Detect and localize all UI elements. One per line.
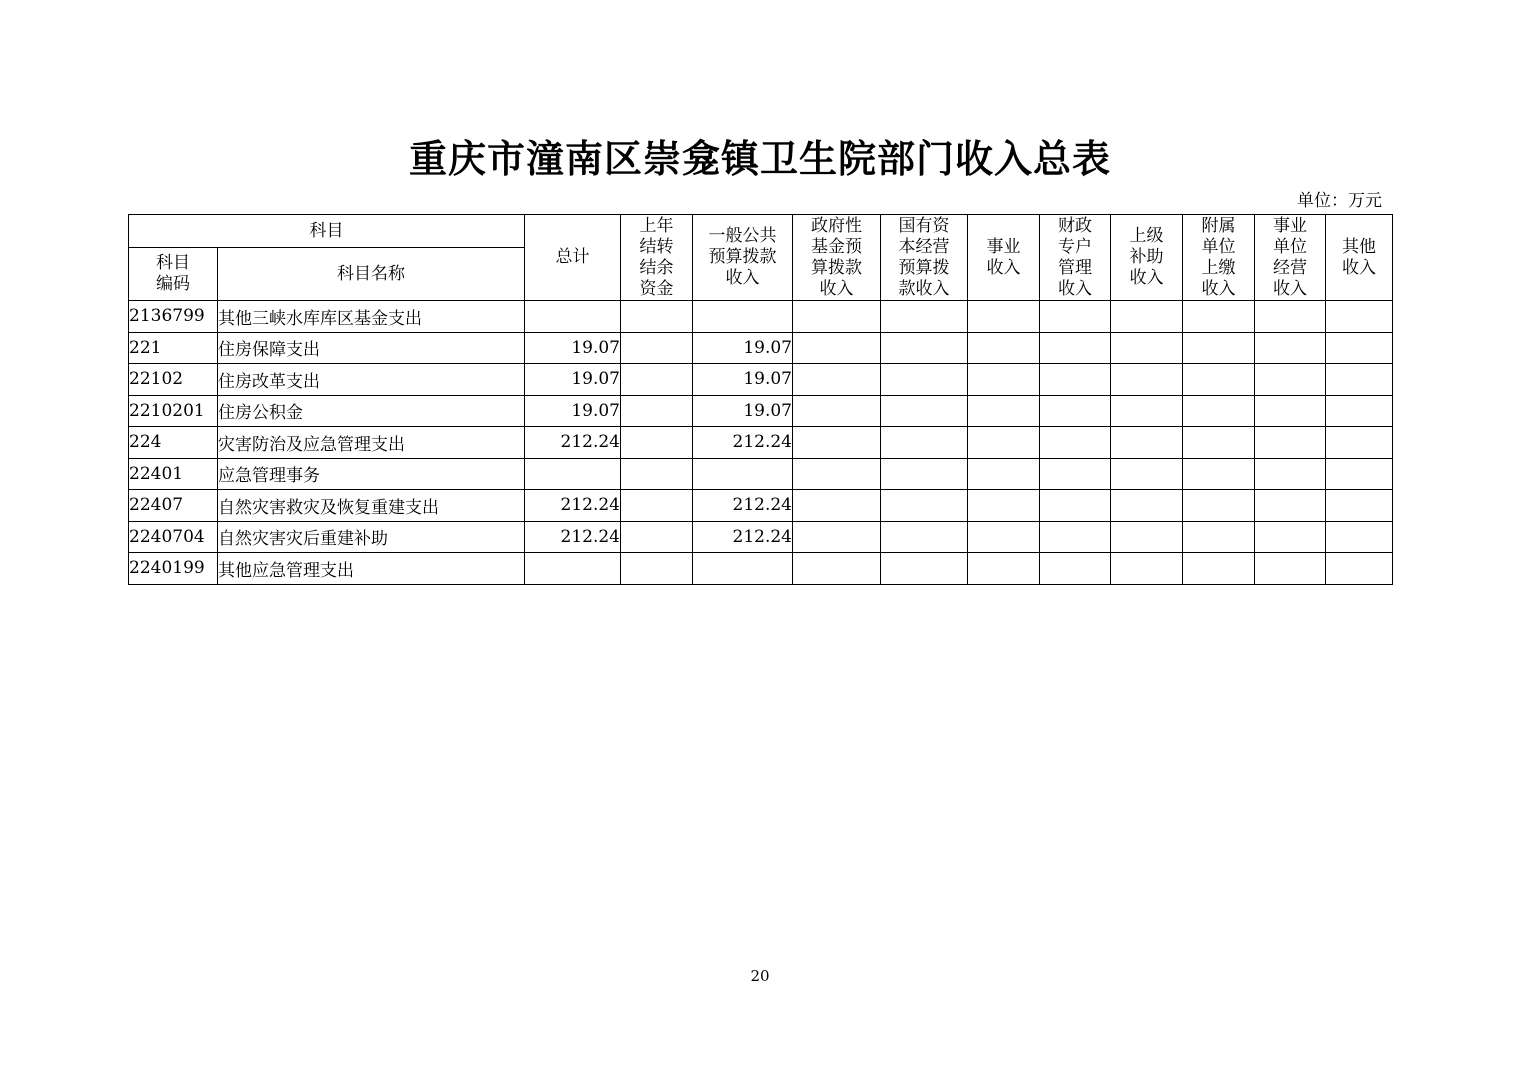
cell-business-operation bbox=[1255, 332, 1326, 364]
cell-total bbox=[525, 553, 621, 585]
cell-business-operation bbox=[1255, 301, 1326, 333]
cell-superior-subsidy bbox=[1111, 332, 1183, 364]
cell-fiscal-special bbox=[1040, 458, 1111, 490]
cell-subsidiary-payment bbox=[1183, 427, 1255, 459]
page-number: 20 bbox=[750, 967, 770, 985]
cell-gov-fund bbox=[793, 490, 881, 522]
cell-last-year-balance bbox=[621, 332, 693, 364]
cell-subsidiary-payment bbox=[1183, 364, 1255, 396]
cell-subsidiary-payment bbox=[1183, 395, 1255, 427]
cell-other-income bbox=[1326, 458, 1393, 490]
cell-subject-name: 其他三峡水库库区基金支出 bbox=[218, 301, 525, 333]
cell-subject-code: 22401 bbox=[129, 458, 218, 490]
cell-state-capital bbox=[881, 521, 968, 553]
cell-general-budget: 19.07 bbox=[693, 395, 793, 427]
cell-subject-code: 22407 bbox=[129, 490, 218, 522]
cell-state-capital bbox=[881, 332, 968, 364]
header-total: 总计 bbox=[525, 215, 621, 301]
cell-total: 212.24 bbox=[525, 427, 621, 459]
cell-state-capital bbox=[881, 395, 968, 427]
cell-subject-code: 221 bbox=[129, 332, 218, 364]
cell-subject-name: 自然灾害灾后重建补助 bbox=[218, 521, 525, 553]
cell-last-year-balance bbox=[621, 521, 693, 553]
cell-general-budget bbox=[693, 553, 793, 585]
cell-gov-fund bbox=[793, 364, 881, 396]
cell-subject-code: 2240199 bbox=[129, 553, 218, 585]
table-row bbox=[129, 521, 1393, 553]
cell-general-budget bbox=[693, 301, 793, 333]
cell-fiscal-special bbox=[1040, 427, 1111, 459]
header-business-income: 事业 收入 bbox=[968, 215, 1040, 301]
cell-gov-fund bbox=[793, 427, 881, 459]
cell-subject-name: 应急管理事务 bbox=[218, 458, 525, 490]
cell-business-income bbox=[968, 490, 1040, 522]
cell-last-year-balance bbox=[621, 364, 693, 396]
cell-subject-name: 住房改革支出 bbox=[218, 364, 525, 396]
table-row bbox=[129, 458, 1393, 490]
cell-superior-subsidy bbox=[1111, 364, 1183, 396]
table-row bbox=[129, 395, 1393, 427]
cell-total: 212.24 bbox=[525, 490, 621, 522]
cell-total: 19.07 bbox=[525, 332, 621, 364]
cell-business-operation bbox=[1255, 521, 1326, 553]
cell-state-capital bbox=[881, 301, 968, 333]
cell-subsidiary-payment bbox=[1183, 332, 1255, 364]
cell-gov-fund bbox=[793, 332, 881, 364]
cell-superior-subsidy bbox=[1111, 521, 1183, 553]
cell-state-capital bbox=[881, 364, 968, 396]
table-row bbox=[129, 427, 1393, 459]
cell-business-income bbox=[968, 458, 1040, 490]
income-summary-table bbox=[128, 214, 1393, 585]
cell-other-income bbox=[1326, 427, 1393, 459]
cell-subsidiary-payment bbox=[1183, 521, 1255, 553]
cell-other-income bbox=[1326, 521, 1393, 553]
cell-fiscal-special bbox=[1040, 395, 1111, 427]
cell-state-capital bbox=[881, 553, 968, 585]
cell-subsidiary-payment bbox=[1183, 490, 1255, 522]
header-fiscal-special: 财政 专户 管理 收入 bbox=[1040, 215, 1111, 301]
cell-business-income bbox=[968, 364, 1040, 396]
cell-business-income bbox=[968, 553, 1040, 585]
cell-general-budget: 19.07 bbox=[693, 364, 793, 396]
cell-general-budget: 212.24 bbox=[693, 490, 793, 522]
cell-subject-name: 灾害防治及应急管理支出 bbox=[218, 427, 525, 459]
cell-subject-code: 22102 bbox=[129, 364, 218, 396]
cell-business-operation bbox=[1255, 490, 1326, 522]
cell-gov-fund bbox=[793, 395, 881, 427]
cell-business-income bbox=[968, 395, 1040, 427]
table-row bbox=[129, 553, 1393, 585]
cell-total: 19.07 bbox=[525, 364, 621, 396]
cell-subject-code: 2240704 bbox=[129, 521, 218, 553]
cell-gov-fund bbox=[793, 521, 881, 553]
cell-business-operation bbox=[1255, 364, 1326, 396]
header-business-operation: 事业 单位 经营 收入 bbox=[1255, 215, 1326, 301]
cell-business-income bbox=[968, 301, 1040, 333]
cell-superior-subsidy bbox=[1111, 427, 1183, 459]
cell-business-operation bbox=[1255, 395, 1326, 427]
cell-other-income bbox=[1326, 490, 1393, 522]
cell-superior-subsidy bbox=[1111, 458, 1183, 490]
cell-fiscal-special bbox=[1040, 521, 1111, 553]
table-row bbox=[129, 332, 1393, 364]
header-last-year-balance: 上年 结转 结余 资金 bbox=[621, 215, 693, 301]
cell-business-income bbox=[968, 427, 1040, 459]
cell-last-year-balance bbox=[621, 427, 693, 459]
cell-last-year-balance bbox=[621, 301, 693, 333]
cell-subject-name: 住房公积金 bbox=[218, 395, 525, 427]
header-subject-group: 科目 bbox=[129, 215, 525, 248]
cell-fiscal-special bbox=[1040, 490, 1111, 522]
header-state-capital: 国有资 本经营 预算拨 款收入 bbox=[881, 215, 968, 301]
cell-gov-fund bbox=[793, 458, 881, 490]
cell-subject-code: 224 bbox=[129, 427, 218, 459]
cell-other-income bbox=[1326, 553, 1393, 585]
cell-gov-fund bbox=[793, 553, 881, 585]
table-row bbox=[129, 301, 1393, 333]
cell-state-capital bbox=[881, 427, 968, 459]
cell-general-budget bbox=[693, 458, 793, 490]
cell-other-income bbox=[1326, 364, 1393, 396]
cell-subject-code: 2136799 bbox=[129, 301, 218, 333]
cell-fiscal-special bbox=[1040, 553, 1111, 585]
cell-superior-subsidy bbox=[1111, 553, 1183, 585]
cell-subsidiary-payment bbox=[1183, 301, 1255, 333]
cell-gov-fund bbox=[793, 301, 881, 333]
cell-business-operation bbox=[1255, 553, 1326, 585]
unit-label: 单位：万元 bbox=[1297, 191, 1382, 211]
table-row bbox=[129, 364, 1393, 396]
cell-total bbox=[525, 301, 621, 333]
cell-total: 19.07 bbox=[525, 395, 621, 427]
header-other-income: 其他 收入 bbox=[1326, 215, 1393, 301]
cell-subsidiary-payment bbox=[1183, 553, 1255, 585]
cell-last-year-balance bbox=[621, 395, 693, 427]
cell-business-operation bbox=[1255, 458, 1326, 490]
cell-general-budget: 212.24 bbox=[693, 521, 793, 553]
cell-fiscal-special bbox=[1040, 332, 1111, 364]
cell-total bbox=[525, 458, 621, 490]
cell-other-income bbox=[1326, 332, 1393, 364]
header-subsidiary-payment: 附属 单位 上缴 收入 bbox=[1183, 215, 1255, 301]
cell-superior-subsidy bbox=[1111, 395, 1183, 427]
cell-total: 212.24 bbox=[525, 521, 621, 553]
cell-subject-name: 其他应急管理支出 bbox=[218, 553, 525, 585]
header-subject-code: 科目 编码 bbox=[129, 248, 218, 301]
header-gov-fund: 政府性 基金预 算拨款 收入 bbox=[793, 215, 881, 301]
cell-general-budget: 19.07 bbox=[693, 332, 793, 364]
cell-subject-code: 2210201 bbox=[129, 395, 218, 427]
cell-state-capital bbox=[881, 458, 968, 490]
cell-business-income bbox=[968, 332, 1040, 364]
cell-superior-subsidy bbox=[1111, 490, 1183, 522]
page-title: 重庆市潼南区崇龛镇卫生院部门收入总表 bbox=[408, 136, 1111, 181]
cell-other-income bbox=[1326, 395, 1393, 427]
header-general-budget: 一般公共 预算拨款 收入 bbox=[693, 215, 793, 301]
cell-business-operation bbox=[1255, 427, 1326, 459]
cell-superior-subsidy bbox=[1111, 301, 1183, 333]
cell-general-budget: 212.24 bbox=[693, 427, 793, 459]
header-superior-subsidy: 上级 补助 收入 bbox=[1111, 215, 1183, 301]
table-body bbox=[129, 301, 1393, 585]
cell-fiscal-special bbox=[1040, 301, 1111, 333]
cell-last-year-balance bbox=[621, 458, 693, 490]
cell-subsidiary-payment bbox=[1183, 458, 1255, 490]
cell-last-year-balance bbox=[621, 490, 693, 522]
table-row bbox=[129, 490, 1393, 522]
cell-state-capital bbox=[881, 490, 968, 522]
cell-subject-name: 住房保障支出 bbox=[218, 332, 525, 364]
cell-other-income bbox=[1326, 301, 1393, 333]
cell-business-income bbox=[968, 521, 1040, 553]
cell-fiscal-special bbox=[1040, 364, 1111, 396]
cell-subject-name: 自然灾害救灾及恢复重建支出 bbox=[218, 490, 525, 522]
cell-last-year-balance bbox=[621, 553, 693, 585]
header-subject-name: 科目名称 bbox=[218, 248, 525, 301]
